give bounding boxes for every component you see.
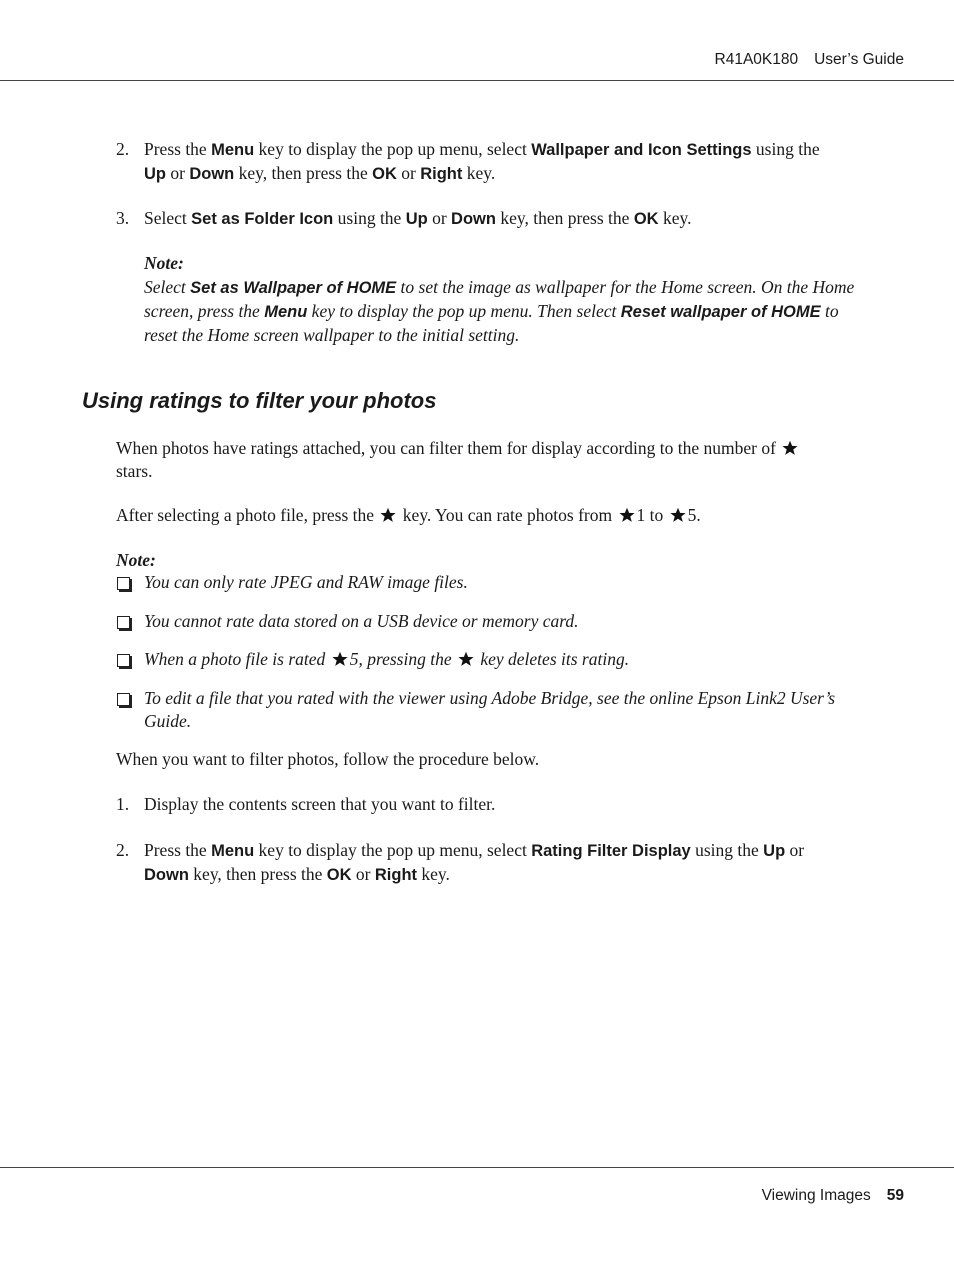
guide-name: User’s Guide	[814, 51, 904, 68]
key-name: Menu	[211, 141, 255, 159]
note-bullet-text: You cannot rate data stored on a USB device or memory card.	[144, 611, 579, 631]
step-text: Press the Menu key to display the pop up menu, select Wallpaper and Icon Settings using the Up or Down key, then press the OK or Right key.	[144, 139, 820, 183]
star-icon	[458, 651, 474, 667]
step-text: Select Set as Folder Icon using the Up or Down key, then press the OK key.	[144, 208, 692, 228]
star-icon	[332, 651, 348, 667]
paragraph: After selecting a photo file, press the key. You can rate photos from 1 to 5.	[116, 505, 701, 525]
step-number: 1.	[116, 794, 130, 814]
footer-section: Viewing Images	[761, 1187, 871, 1204]
checkbox-bullet-icon	[117, 654, 130, 667]
running-footer	[762, 1187, 904, 1205]
footer-rule	[0, 1167, 954, 1168]
note-bullet-text: To edit a file that you rated with the viewer using Adobe Bridge, see the online Epson Link2 User’s Guide.	[144, 688, 836, 731]
header-rule	[0, 80, 954, 81]
checkbox-bullet-icon	[117, 577, 130, 590]
note-text: Select Set as Wallpaper of HOME to set the image as wallpaper for the Home screen. On the Home screen, press the Menu key to display the pop up menu. Then select Reset wallpaper of HOME to reset the Home screen wallpaper to the initial setting.	[144, 277, 855, 345]
note-bullet-text: When a photo file is rated 5, pressing the key deletes its rating.	[144, 649, 630, 669]
star-icon	[670, 507, 686, 523]
star-icon	[619, 507, 635, 523]
note-title: Note:	[116, 550, 156, 570]
doc-code: R41A0K180	[714, 51, 799, 68]
step-number: 3.	[116, 208, 130, 228]
paragraph: When you want to filter photos, follow the procedure below.	[116, 749, 540, 769]
star-icon	[380, 507, 396, 523]
checkbox-bullet-icon	[117, 693, 130, 706]
paragraph: When photos have ratings attached, you can filter them for display according to the number of stars.	[116, 437, 886, 483]
step-number: 2.	[116, 139, 130, 159]
menu-item-name: Wallpaper and Icon Settings	[531, 141, 752, 159]
step-text: Display the contents screen that you want to filter.	[144, 794, 496, 814]
page-number: 59	[886, 1187, 904, 1204]
note-bullet-text: You can only rate JPEG and RAW image files.	[144, 572, 468, 592]
note-title: Note:	[144, 253, 184, 273]
section-heading: Using ratings to filter your photos	[82, 388, 437, 413]
step-number: 2.	[116, 840, 130, 860]
step-text: Press the Menu key to display the pop up menu, select Rating Filter Display using the Up or Down key, then press the OK or Right key.	[144, 840, 805, 884]
running-header	[715, 51, 904, 69]
checkbox-bullet-icon	[117, 616, 130, 629]
star-icon	[782, 440, 798, 456]
